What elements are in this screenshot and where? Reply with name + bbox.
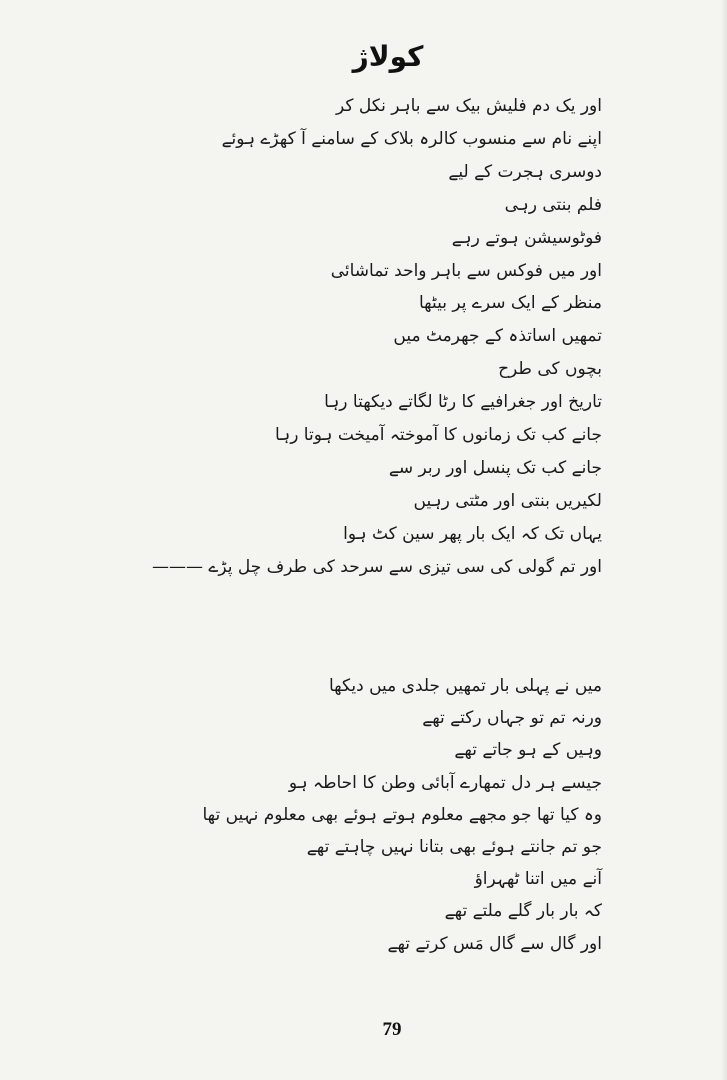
poem-line: میں نے پہلی بار تمھیں جلدی میں دیکھا — [328, 676, 602, 696]
poem-line: جانے کب تک زمانوں کا آموختہ آمیخت ہوتا رہا — [275, 425, 602, 446]
poem-line: کہ بار بار گلے ملتے تھے — [444, 901, 602, 922]
poem-line: بچوں کی طرح — [498, 359, 602, 380]
poem-line: اور تم گولی کی سی تیزی سے سرحد کی طرف چل پڑے ——— — [152, 556, 602, 577]
poem-line: تمھیں اساتذہ کے جھرمٹ میں — [393, 326, 602, 347]
poem-line: فوٹوسیشن ہوتے رہے — [451, 227, 602, 248]
poem-line: دوسری ہجرت کے لیے — [448, 161, 602, 182]
poem-line: یہاں تک کہ ایک بار پھر سین کٹ ہوا — [343, 523, 602, 544]
poem-line: آنے میں اتنا ٹھہراؤ — [474, 869, 602, 890]
poem-stanza-1 — [50, 90, 602, 584]
page-edge-shadow — [721, 0, 727, 1080]
page-title: کولاژ — [352, 40, 424, 73]
poem-line: لکیریں بنتی اور مٹتی رہیں — [413, 490, 602, 511]
poem-line: اور میں فوکس سے باہر واحد تماشائی — [330, 260, 602, 281]
page-number: 79 — [382, 1019, 402, 1040]
poem-line: وہ کیا تھا جو مجھے معلوم ہوتے ہوئے بھی معلوم نہیں تھا — [202, 804, 602, 825]
poem-line: فلم بنتی رہی — [504, 194, 602, 215]
poem-line: منظر کے ایک سرے پر بیٹھا — [418, 293, 602, 314]
poem-stanza-2 — [50, 670, 602, 960]
poem-line: اور یک دم فلیش بیک سے باہر نکل کر — [336, 96, 602, 116]
poem-line: اور گال سے گال مَس کرتے تھے — [387, 933, 602, 954]
poem-line: ورنہ تم تو جہاں رکتے تھے — [422, 708, 602, 729]
poem-line: تاریخ اور جغرافیے کا رٹا لگاتے دیکھتا رہا — [324, 392, 602, 413]
poem-line: جیسے ہر دل تمھارے آبائی وطن کا احاطہ ہو — [288, 772, 602, 793]
poem-line: اپنے نام سے منسوب کالرہ بلاک کے سامنے آ کھڑے ہوئے — [221, 128, 602, 149]
poem-line: جانے کب تک پنسل اور ربر سے — [388, 457, 602, 478]
poem-line: جو تم جانتے ہوئے بھی بتانا نہیں چاہتے تھے — [306, 837, 602, 858]
poem-line: وہیں کے ہو جاتے تھے — [454, 740, 602, 761]
